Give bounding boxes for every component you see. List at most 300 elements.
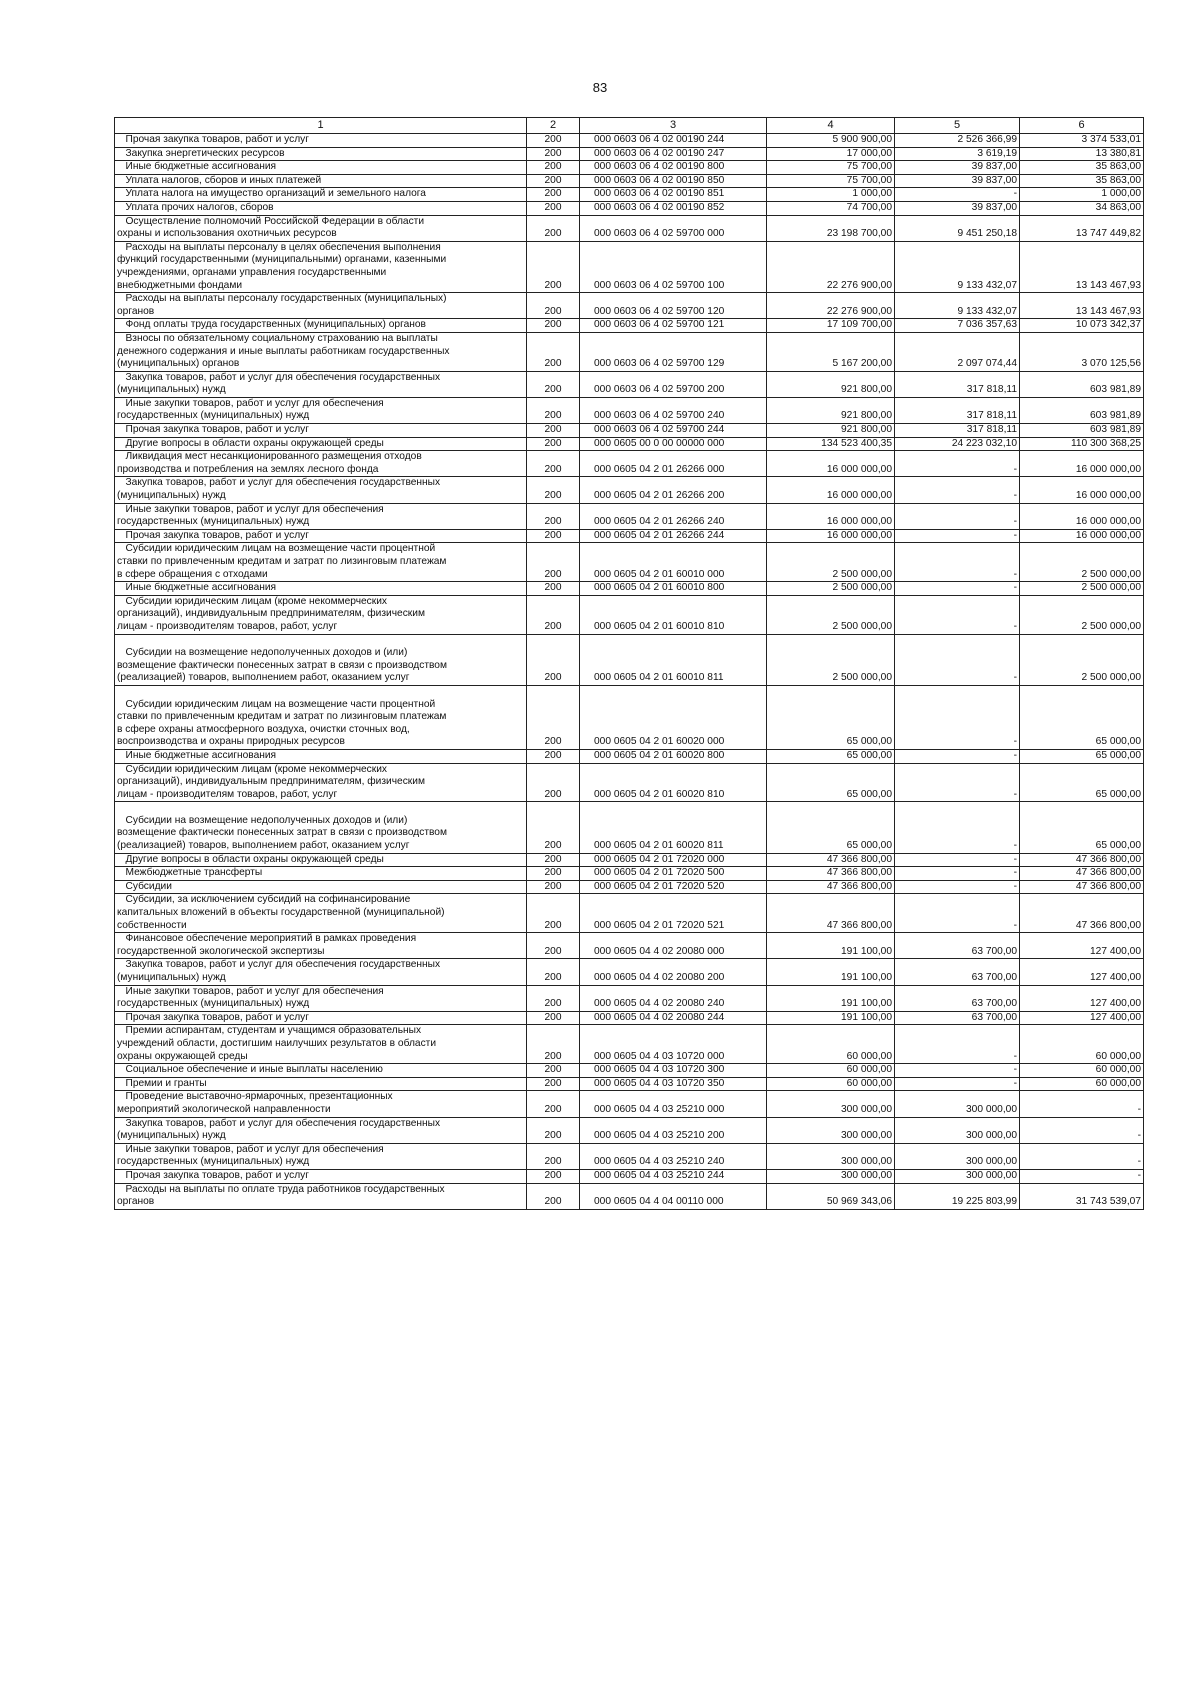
unexecuted-amount-cell: 127 400,00	[1020, 985, 1144, 1011]
unexecuted-amount-cell: 65 000,00	[1020, 685, 1144, 749]
classification-code-cell: 000 0605 04 4 03 25210 244	[580, 1169, 767, 1183]
executed-amount-cell: -	[895, 543, 1020, 582]
approved-amount-cell: 65 000,00	[767, 685, 895, 749]
expense-name-cell: Субсидии юридическим лицам на возмещение части процентной ставки по привлеченным кредитам и затрат по лизинговым платежам в сфере обращения с отходами	[115, 543, 527, 582]
approved-amount-cell: 191 100,00	[767, 985, 895, 1011]
table-row	[115, 503, 1144, 529]
approved-amount-cell: 47 366 800,00	[767, 894, 895, 933]
table-row	[115, 397, 1144, 423]
approved-amount-cell: 921 800,00	[767, 371, 895, 397]
classification-code-cell: 000 0603 06 4 02 00190 244	[580, 134, 767, 148]
expense-name-cell: Закупка товаров, работ и услуг для обеспечения государственных (муниципальных) нужд	[115, 959, 527, 985]
executed-amount-cell: 63 700,00	[895, 959, 1020, 985]
table-row	[115, 174, 1144, 188]
classification-code-cell: 000 0605 00 0 00 00000 000	[580, 437, 767, 451]
classification-code-cell: 000 0603 06 4 02 59700 120	[580, 293, 767, 319]
executed-amount-cell: 3 619,19	[895, 147, 1020, 161]
approved-amount-cell: 5 167 200,00	[767, 332, 895, 371]
classification-code-cell: 000 0603 06 4 02 59700 244	[580, 424, 767, 438]
table-row	[115, 437, 1144, 451]
unexecuted-amount-cell: 60 000,00	[1020, 1077, 1144, 1091]
column-header: 4	[767, 118, 895, 134]
executed-amount-cell: 9 451 250,18	[895, 215, 1020, 241]
approved-amount-cell: 300 000,00	[767, 1143, 895, 1169]
unexecuted-amount-cell: 34 863,00	[1020, 201, 1144, 215]
admin-code-cell: 200	[527, 1183, 580, 1209]
admin-code-cell: 200	[527, 332, 580, 371]
column-header: 3	[580, 118, 767, 134]
table-row	[115, 802, 1144, 853]
table-row	[115, 201, 1144, 215]
admin-code-cell: 200	[527, 174, 580, 188]
admin-code-cell: 200	[527, 477, 580, 503]
approved-amount-cell: 16 000 000,00	[767, 529, 895, 543]
unexecuted-amount-cell: 603 981,89	[1020, 424, 1144, 438]
classification-code-cell: 000 0605 04 4 02 20080 240	[580, 985, 767, 1011]
executed-amount-cell: -	[895, 894, 1020, 933]
table-body	[115, 134, 1144, 1210]
admin-code-cell: 200	[527, 451, 580, 477]
executed-amount-cell: -	[895, 1077, 1020, 1091]
approved-amount-cell: 300 000,00	[767, 1091, 895, 1117]
approved-amount-cell: 17 109 700,00	[767, 319, 895, 333]
admin-code-cell: 200	[527, 1064, 580, 1078]
unexecuted-amount-cell: 603 981,89	[1020, 397, 1144, 423]
admin-code-cell: 200	[527, 867, 580, 881]
expense-name-cell: Уплата прочих налогов, сборов	[115, 201, 527, 215]
executed-amount-cell: 2 526 366,99	[895, 134, 1020, 148]
table-row	[115, 332, 1144, 371]
classification-code-cell: 000 0603 06 4 02 00190 800	[580, 161, 767, 175]
classification-code-cell: 000 0605 04 2 01 60020 811	[580, 802, 767, 853]
approved-amount-cell: 2 500 000,00	[767, 582, 895, 596]
executed-amount-cell: -	[895, 634, 1020, 685]
unexecuted-amount-cell: 47 366 800,00	[1020, 853, 1144, 867]
table-row	[115, 880, 1144, 894]
approved-amount-cell: 65 000,00	[767, 802, 895, 853]
unexecuted-amount-cell: 13 143 467,93	[1020, 293, 1144, 319]
expense-name-cell: Иные бюджетные ассигнования	[115, 161, 527, 175]
unexecuted-amount-cell: 13 143 467,93	[1020, 241, 1144, 292]
executed-amount-cell: -	[895, 749, 1020, 763]
unexecuted-amount-cell: 603 981,89	[1020, 371, 1144, 397]
approved-amount-cell: 16 000 000,00	[767, 451, 895, 477]
unexecuted-amount-cell: 47 366 800,00	[1020, 894, 1144, 933]
admin-code-cell: 200	[527, 1091, 580, 1117]
classification-code-cell: 000 0605 04 4 03 10720 000	[580, 1025, 767, 1064]
executed-amount-cell: -	[895, 188, 1020, 202]
table-row	[115, 161, 1144, 175]
executed-amount-cell: -	[895, 1064, 1020, 1078]
executed-amount-cell: -	[895, 685, 1020, 749]
expense-name-cell: Расходы на выплаты персоналу государственных (муниципальных) органов	[115, 293, 527, 319]
approved-amount-cell: 47 366 800,00	[767, 853, 895, 867]
expense-name-cell: Уплата налогов, сборов и иных платежей	[115, 174, 527, 188]
admin-code-cell: 200	[527, 1011, 580, 1025]
classification-code-cell: 000 0603 06 4 02 00190 850	[580, 174, 767, 188]
expense-name-cell: Закупка энергетических ресурсов	[115, 147, 527, 161]
expense-name-cell: Расходы на выплаты персоналу в целях обеспечения выполнения функций государственными (муниципальными) органами, казенными учреждениями, органами управления государственными внебюджетными фондами	[115, 241, 527, 292]
admin-code-cell: 200	[527, 582, 580, 596]
approved-amount-cell: 2 500 000,00	[767, 543, 895, 582]
classification-code-cell: 000 0603 06 4 02 59700 129	[580, 332, 767, 371]
expense-name-cell: Ликвидация мест несанкционированного размещения отходов производства и потребления на землях лесного фонда	[115, 451, 527, 477]
expense-name-cell: Другие вопросы в области охраны окружающей среды	[115, 853, 527, 867]
admin-code-cell: 200	[527, 763, 580, 802]
table-row	[115, 763, 1144, 802]
table-row	[115, 595, 1144, 634]
unexecuted-amount-cell: 3 070 125,56	[1020, 332, 1144, 371]
table-row	[115, 1183, 1144, 1209]
expense-name-cell: Субсидии	[115, 880, 527, 894]
unexecuted-amount-cell: -	[1020, 1091, 1144, 1117]
table-row	[115, 685, 1144, 749]
admin-code-cell: 200	[527, 529, 580, 543]
classification-code-cell: 000 0605 04 4 03 25210 000	[580, 1091, 767, 1117]
classification-code-cell: 000 0603 06 4 02 59700 000	[580, 215, 767, 241]
executed-amount-cell: 7 036 357,63	[895, 319, 1020, 333]
admin-code-cell: 200	[527, 543, 580, 582]
executed-amount-cell: 39 837,00	[895, 201, 1020, 215]
classification-code-cell: 000 0603 06 4 02 00190 852	[580, 201, 767, 215]
approved-amount-cell: 60 000,00	[767, 1025, 895, 1064]
table-row	[115, 1077, 1144, 1091]
executed-amount-cell: -	[895, 503, 1020, 529]
table-row	[115, 477, 1144, 503]
classification-code-cell: 000 0605 04 4 04 00110 000	[580, 1183, 767, 1209]
approved-amount-cell: 47 366 800,00	[767, 867, 895, 881]
unexecuted-amount-cell: 35 863,00	[1020, 174, 1144, 188]
classification-code-cell: 000 0603 06 4 02 59700 100	[580, 241, 767, 292]
approved-amount-cell: 60 000,00	[767, 1077, 895, 1091]
executed-amount-cell: 39 837,00	[895, 174, 1020, 188]
admin-code-cell: 200	[527, 634, 580, 685]
expense-name-cell: Иные бюджетные ассигнования	[115, 582, 527, 596]
executed-amount-cell: 317 818,11	[895, 371, 1020, 397]
unexecuted-amount-cell: 47 366 800,00	[1020, 867, 1144, 881]
expense-name-cell: Прочая закупка товаров, работ и услуг	[115, 529, 527, 543]
classification-code-cell: 000 0605 04 4 02 20080 200	[580, 959, 767, 985]
expense-name-cell: Прочая закупка товаров, работ и услуг	[115, 134, 527, 148]
table-row	[115, 985, 1144, 1011]
table-row	[115, 1025, 1144, 1064]
expense-name-cell: Прочая закупка товаров, работ и услуг	[115, 424, 527, 438]
approved-amount-cell: 22 276 900,00	[767, 293, 895, 319]
admin-code-cell: 200	[527, 933, 580, 959]
unexecuted-amount-cell: 16 000 000,00	[1020, 451, 1144, 477]
unexecuted-amount-cell: 47 366 800,00	[1020, 880, 1144, 894]
expense-name-cell: Иные бюджетные ассигнования	[115, 749, 527, 763]
table-row	[115, 134, 1144, 148]
table-row	[115, 634, 1144, 685]
approved-amount-cell: 16 000 000,00	[767, 503, 895, 529]
executed-amount-cell: -	[895, 529, 1020, 543]
admin-code-cell: 200	[527, 241, 580, 292]
admin-code-cell: 200	[527, 1169, 580, 1183]
approved-amount-cell: 191 100,00	[767, 1011, 895, 1025]
unexecuted-amount-cell: 127 400,00	[1020, 959, 1144, 985]
unexecuted-amount-cell: 65 000,00	[1020, 749, 1144, 763]
classification-code-cell: 000 0603 06 4 02 00190 851	[580, 188, 767, 202]
approved-amount-cell: 75 700,00	[767, 174, 895, 188]
admin-code-cell: 200	[527, 201, 580, 215]
admin-code-cell: 200	[527, 802, 580, 853]
executed-amount-cell: -	[895, 763, 1020, 802]
classification-code-cell: 000 0605 04 4 02 20080 000	[580, 933, 767, 959]
classification-code-cell: 000 0605 04 2 01 60010 800	[580, 582, 767, 596]
admin-code-cell: 200	[527, 985, 580, 1011]
classification-code-cell: 000 0605 04 4 03 10720 350	[580, 1077, 767, 1091]
unexecuted-amount-cell: 110 300 368,25	[1020, 437, 1144, 451]
executed-amount-cell: -	[895, 880, 1020, 894]
expense-name-cell: Фонд оплаты труда государственных (муниципальных) органов	[115, 319, 527, 333]
classification-code-cell: 000 0605 04 2 01 72020 500	[580, 867, 767, 881]
expense-name-cell: Закупка товаров, работ и услуг для обеспечения государственных (муниципальных) нужд	[115, 371, 527, 397]
admin-code-cell: 200	[527, 595, 580, 634]
expense-name-cell: Иные закупки товаров, работ и услуг для обеспечения государственных (муниципальных) нужд	[115, 503, 527, 529]
approved-amount-cell: 1 000,00	[767, 188, 895, 202]
table-row	[115, 1169, 1144, 1183]
executed-amount-cell: -	[895, 867, 1020, 881]
table-row	[115, 582, 1144, 596]
unexecuted-amount-cell: 13 380,81	[1020, 147, 1144, 161]
admin-code-cell: 200	[527, 424, 580, 438]
expense-name-cell: Иные закупки товаров, работ и услуг для обеспечения государственных (муниципальных) нужд	[115, 397, 527, 423]
table-row	[115, 147, 1144, 161]
classification-code-cell: 000 0605 04 2 01 60010 000	[580, 543, 767, 582]
admin-code-cell: 200	[527, 1143, 580, 1169]
expense-name-cell: Закупка товаров, работ и услуг для обеспечения государственных (муниципальных) нужд	[115, 1117, 527, 1143]
table-row	[115, 1117, 1144, 1143]
approved-amount-cell: 47 366 800,00	[767, 880, 895, 894]
approved-amount-cell: 75 700,00	[767, 161, 895, 175]
table-row	[115, 319, 1144, 333]
executed-amount-cell: 9 133 432,07	[895, 293, 1020, 319]
classification-code-cell: 000 0605 04 4 02 20080 244	[580, 1011, 767, 1025]
table-row	[115, 959, 1144, 985]
admin-code-cell: 200	[527, 959, 580, 985]
expense-name-cell: Уплата налога на имущество организаций и земельного налога	[115, 188, 527, 202]
column-header: 2	[527, 118, 580, 134]
unexecuted-amount-cell: -	[1020, 1169, 1144, 1183]
executed-amount-cell: -	[895, 451, 1020, 477]
executed-amount-cell: 24 223 032,10	[895, 437, 1020, 451]
executed-amount-cell: 39 837,00	[895, 161, 1020, 175]
expense-name-cell: Субсидии на возмещение недополученных доходов и (или) возмещение фактически понесенных затрат в связи с производством (реализацией) товаров, выполнением работ, оказанием услуг	[115, 802, 527, 853]
approved-amount-cell: 16 000 000,00	[767, 477, 895, 503]
unexecuted-amount-cell: 1 000,00	[1020, 188, 1144, 202]
column-number-row	[115, 118, 1144, 134]
admin-code-cell: 200	[527, 437, 580, 451]
expense-name-cell: Другие вопросы в области охраны окружающей среды	[115, 437, 527, 451]
expense-name-cell: Осуществление полномочий Российской Федерации в области охраны и использования охотничьих ресурсов	[115, 215, 527, 241]
classification-code-cell: 000 0605 04 2 01 60010 810	[580, 595, 767, 634]
admin-code-cell: 200	[527, 293, 580, 319]
classification-code-cell: 000 0605 04 2 01 72020 520	[580, 880, 767, 894]
admin-code-cell: 200	[527, 397, 580, 423]
approved-amount-cell: 50 969 343,06	[767, 1183, 895, 1209]
unexecuted-amount-cell: -	[1020, 1143, 1144, 1169]
unexecuted-amount-cell: 65 000,00	[1020, 802, 1144, 853]
classification-code-cell: 000 0605 04 4 03 25210 240	[580, 1143, 767, 1169]
classification-code-cell: 000 0605 04 2 01 60020 800	[580, 749, 767, 763]
admin-code-cell: 200	[527, 147, 580, 161]
classification-code-cell: 000 0605 04 2 01 60020 000	[580, 685, 767, 749]
classification-code-cell: 000 0605 04 2 01 72020 521	[580, 894, 767, 933]
column-header: 6	[1020, 118, 1144, 134]
column-header: 1	[115, 118, 527, 134]
classification-code-cell: 000 0603 06 4 02 59700 240	[580, 397, 767, 423]
executed-amount-cell: 317 818,11	[895, 424, 1020, 438]
expense-name-cell: Закупка товаров, работ и услуг для обеспечения государственных (муниципальных) нужд	[115, 477, 527, 503]
budget-table	[114, 117, 1144, 1210]
approved-amount-cell: 22 276 900,00	[767, 241, 895, 292]
table-row	[115, 215, 1144, 241]
table-row	[115, 424, 1144, 438]
unexecuted-amount-cell: 35 863,00	[1020, 161, 1144, 175]
admin-code-cell: 200	[527, 749, 580, 763]
expense-name-cell: Субсидии юридическим лицам (кроме некоммерческих организаций), индивидуальным предпринимателям, физическим лицам - производителям товаров, работ, услуг	[115, 763, 527, 802]
unexecuted-amount-cell: 16 000 000,00	[1020, 503, 1144, 529]
admin-code-cell: 200	[527, 1077, 580, 1091]
expense-name-cell: Премии аспирантам, студентам и учащимся образовательных учреждений области, достигшим наилучших результатов в области охраны окружающей среды	[115, 1025, 527, 1064]
approved-amount-cell: 191 100,00	[767, 959, 895, 985]
approved-amount-cell: 17 000,00	[767, 147, 895, 161]
admin-code-cell: 200	[527, 853, 580, 867]
expense-name-cell: Прочая закупка товаров, работ и услуг	[115, 1011, 527, 1025]
table-row	[115, 1064, 1144, 1078]
unexecuted-amount-cell: 2 500 000,00	[1020, 595, 1144, 634]
expense-name-cell: Субсидии юридическим лицам на возмещение части процентной ставки по привлеченным кредитам и затрат по лизинговым платежам в сфере охраны атмосферного воздуха, очистки сточных вод, воспроизводства и охраны природных ресурсов	[115, 685, 527, 749]
table-row	[115, 529, 1144, 543]
approved-amount-cell: 65 000,00	[767, 763, 895, 802]
approved-amount-cell: 921 800,00	[767, 397, 895, 423]
executed-amount-cell: 317 818,11	[895, 397, 1020, 423]
unexecuted-amount-cell: 10 073 342,37	[1020, 319, 1144, 333]
page-number: 83	[592, 80, 608, 95]
classification-code-cell: 000 0605 04 2 01 26266 000	[580, 451, 767, 477]
admin-code-cell: 200	[527, 134, 580, 148]
executed-amount-cell: 300 000,00	[895, 1143, 1020, 1169]
table-row	[115, 894, 1144, 933]
approved-amount-cell: 5 900 900,00	[767, 134, 895, 148]
table-row	[115, 293, 1144, 319]
unexecuted-amount-cell: 127 400,00	[1020, 933, 1144, 959]
executed-amount-cell: -	[895, 477, 1020, 503]
admin-code-cell: 200	[527, 319, 580, 333]
executed-amount-cell: 19 225 803,99	[895, 1183, 1020, 1209]
table-row	[115, 1011, 1144, 1025]
admin-code-cell: 200	[527, 1117, 580, 1143]
approved-amount-cell: 74 700,00	[767, 201, 895, 215]
executed-amount-cell: 2 097 074,44	[895, 332, 1020, 371]
unexecuted-amount-cell: 3 374 533,01	[1020, 134, 1144, 148]
admin-code-cell: 200	[527, 894, 580, 933]
admin-code-cell: 200	[527, 161, 580, 175]
approved-amount-cell: 2 500 000,00	[767, 595, 895, 634]
unexecuted-amount-cell: 13 747 449,82	[1020, 215, 1144, 241]
executed-amount-cell: 63 700,00	[895, 985, 1020, 1011]
classification-code-cell: 000 0603 06 4 02 59700 200	[580, 371, 767, 397]
executed-amount-cell: 300 000,00	[895, 1117, 1020, 1143]
executed-amount-cell: -	[895, 595, 1020, 634]
expense-name-cell: Субсидии, за исключением субсидий на софинансирование капитальных вложений в объекты государственной (муниципальной) собственности	[115, 894, 527, 933]
unexecuted-amount-cell: 16 000 000,00	[1020, 477, 1144, 503]
table-row	[115, 188, 1144, 202]
admin-code-cell: 200	[527, 215, 580, 241]
admin-code-cell: 200	[527, 880, 580, 894]
approved-amount-cell: 2 500 000,00	[767, 634, 895, 685]
classification-code-cell: 000 0605 04 2 01 72020 000	[580, 853, 767, 867]
expense-name-cell: Прочая закупка товаров, работ и услуг	[115, 1169, 527, 1183]
executed-amount-cell: 9 133 432,07	[895, 241, 1020, 292]
approved-amount-cell: 921 800,00	[767, 424, 895, 438]
table-row	[115, 371, 1144, 397]
unexecuted-amount-cell: 65 000,00	[1020, 763, 1144, 802]
admin-code-cell: 200	[527, 188, 580, 202]
expense-name-cell: Премии и гранты	[115, 1077, 527, 1091]
classification-code-cell: 000 0605 04 2 01 26266 200	[580, 477, 767, 503]
unexecuted-amount-cell: 31 743 539,07	[1020, 1183, 1144, 1209]
unexecuted-amount-cell: 2 500 000,00	[1020, 582, 1144, 596]
approved-amount-cell: 191 100,00	[767, 933, 895, 959]
unexecuted-amount-cell: 127 400,00	[1020, 1011, 1144, 1025]
unexecuted-amount-cell: 16 000 000,00	[1020, 529, 1144, 543]
expense-name-cell: Иные закупки товаров, работ и услуг для обеспечения государственных (муниципальных) нужд	[115, 1143, 527, 1169]
expense-name-cell: Субсидии юридическим лицам (кроме некоммерческих организаций), индивидуальным предпринимателям, физическим лицам - производителям товаров, работ, услуг	[115, 595, 527, 634]
table-row	[115, 241, 1144, 292]
expense-name-cell: Межбюджетные трансферты	[115, 867, 527, 881]
classification-code-cell: 000 0605 04 4 03 25210 200	[580, 1117, 767, 1143]
executed-amount-cell: 63 700,00	[895, 1011, 1020, 1025]
unexecuted-amount-cell: 2 500 000,00	[1020, 543, 1144, 582]
table-row	[115, 749, 1144, 763]
admin-code-cell: 200	[527, 1025, 580, 1064]
classification-code-cell: 000 0603 06 4 02 59700 121	[580, 319, 767, 333]
executed-amount-cell: -	[895, 1025, 1020, 1064]
table-row	[115, 1143, 1144, 1169]
expense-name-cell: Иные закупки товаров, работ и услуг для обеспечения государственных (муниципальных) нужд	[115, 985, 527, 1011]
approved-amount-cell: 300 000,00	[767, 1117, 895, 1143]
classification-code-cell: 000 0605 04 2 01 26266 240	[580, 503, 767, 529]
column-header: 5	[895, 118, 1020, 134]
expense-name-cell: Финансовое обеспечение мероприятий в рамках проведения государственной экологической экспертизы	[115, 933, 527, 959]
approved-amount-cell: 60 000,00	[767, 1064, 895, 1078]
unexecuted-amount-cell: 60 000,00	[1020, 1064, 1144, 1078]
admin-code-cell: 200	[527, 371, 580, 397]
table-row	[115, 451, 1144, 477]
unexecuted-amount-cell: 2 500 000,00	[1020, 634, 1144, 685]
admin-code-cell: 200	[527, 685, 580, 749]
executed-amount-cell: 300 000,00	[895, 1091, 1020, 1117]
approved-amount-cell: 65 000,00	[767, 749, 895, 763]
classification-code-cell: 000 0605 04 2 01 60010 811	[580, 634, 767, 685]
unexecuted-amount-cell: -	[1020, 1117, 1144, 1143]
table-row	[115, 853, 1144, 867]
approved-amount-cell: 300 000,00	[767, 1169, 895, 1183]
executed-amount-cell: 300 000,00	[895, 1169, 1020, 1183]
classification-code-cell: 000 0605 04 4 03 10720 300	[580, 1064, 767, 1078]
expense-name-cell: Расходы на выплаты по оплате труда работников государственных органов	[115, 1183, 527, 1209]
table-row	[115, 1091, 1144, 1117]
classification-code-cell: 000 0605 04 2 01 26266 244	[580, 529, 767, 543]
executed-amount-cell: -	[895, 582, 1020, 596]
approved-amount-cell: 134 523 400,35	[767, 437, 895, 451]
expense-name-cell: Взносы по обязательному социальному страхованию на выплаты денежного содержания и иные выплаты работникам государственных (муниципальных) органов	[115, 332, 527, 371]
table-row	[115, 867, 1144, 881]
expense-name-cell: Субсидии на возмещение недополученных доходов и (или) возмещение фактически понесенных затрат в связи с производством (реализацией) товаров, выполнением работ, оказанием услуг	[115, 634, 527, 685]
table-row	[115, 543, 1144, 582]
